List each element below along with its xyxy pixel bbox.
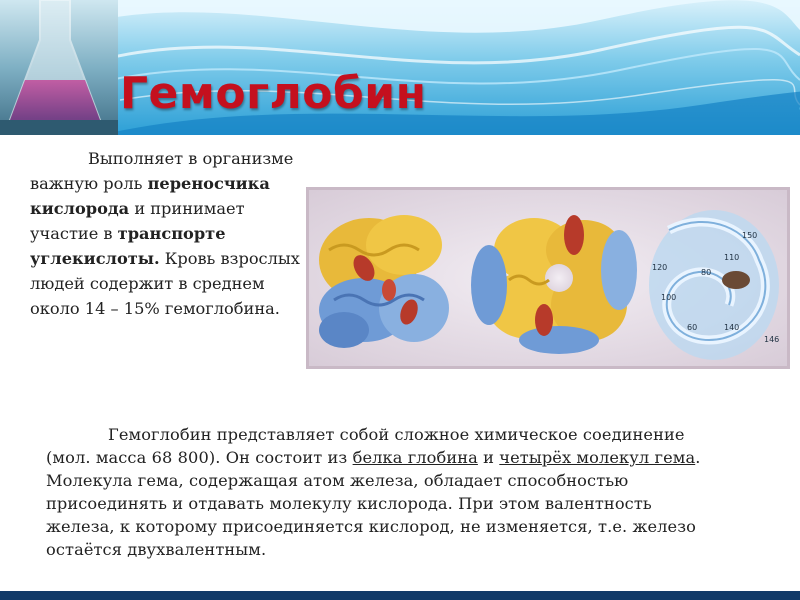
intro-text-3: Кровь взрослых людей содержит в среднем около 14 – 15% гемоглобина.	[30, 249, 300, 318]
intro-paragraph	[30, 146, 312, 321]
header-banner	[0, 0, 800, 135]
hemoglobin-figure	[306, 187, 790, 369]
label-140: 140	[724, 323, 740, 332]
body-text-2: и	[477, 448, 500, 467]
label-60: 60	[687, 323, 698, 332]
globin-link[interactable]: белка глобина	[352, 448, 478, 467]
molecule-1	[319, 215, 449, 348]
bottom-bar	[0, 591, 800, 600]
body-text-1: Гемоглобин представляет собой сложное химическое соединение (мол. масса 68 800). Он состоит из	[46, 425, 685, 467]
heme-link[interactable]: четырёх молекул гема	[499, 448, 696, 467]
label-100: 100	[661, 293, 677, 302]
molecule-3	[649, 210, 779, 360]
label-146: 146	[764, 335, 780, 344]
label-80: 80	[701, 268, 712, 277]
hemoglobin-structures	[309, 190, 787, 366]
page-title: Гемоглобин	[120, 68, 427, 119]
label-120: 120	[652, 263, 668, 272]
label-110: 110	[724, 253, 740, 262]
body-paragraph	[46, 423, 706, 561]
intro-bold-co2: транспорте углекислоты.	[30, 224, 226, 268]
intro-bold-oxygen: переносчика кислорода	[30, 174, 270, 218]
body-text-3: . Молекула гема, содержащая атом железа, обладает способностью присоединять и отдавать молекулу кислорода. При этом валентность железа, к которому присоединяется кислород, не изменяется, т.е. железо остаётся двухвалентным.	[46, 448, 701, 559]
intro-text-2: и принимает участие в	[30, 199, 245, 243]
flask-image	[0, 0, 118, 135]
intro-text-1: Выполняет в организме важную роль	[30, 149, 294, 193]
label-150: 150	[742, 231, 758, 240]
